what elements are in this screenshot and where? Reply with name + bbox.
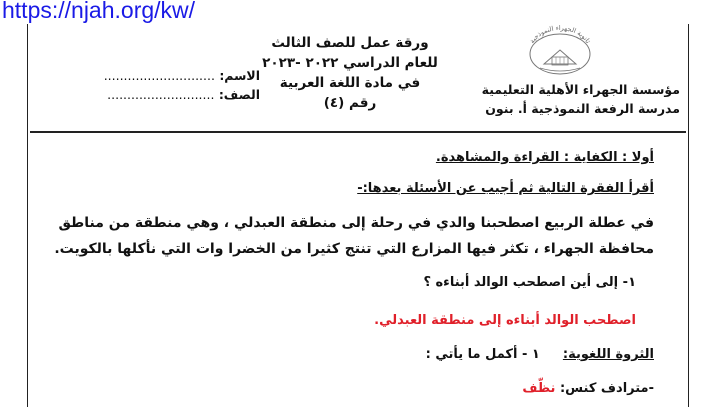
question-1: ١- إلى أين اصطحب الوالد أبناءه ؟ [423,275,636,290]
school-logo [522,24,598,76]
logo-arc-text: ثانوية الجهراء النموذجية [527,24,593,45]
lexicon-heading: الثروة اللغوية: [562,347,654,362]
name-field[interactable] [38,66,260,85]
synonym-label: -مترادف كنس: [559,381,654,396]
class-label: الصف: [218,87,260,102]
title-line-1: ورقة عمل للصف الثالث [271,35,429,51]
name-dots: ............................ [103,68,215,83]
title-line-4: رقم (٤) [323,95,377,111]
header-divider [30,131,686,133]
page-border-left [27,24,28,407]
synonym-row [522,381,654,396]
synonym-answer: نظّف [522,381,556,396]
instruction: أقرأ الفقرة التالية ثم أجيب عن الأسئلة بعدها:- [357,181,654,196]
page-border-right [688,24,689,407]
title-line-2: للعام الدراسي ٢٠٢٢ -٢٠٢٣ [262,55,438,71]
name-label: الاسم: [219,68,260,83]
lexicon-row [426,347,654,362]
institution-name: مؤسسة الجهراء الأهلية التعليمية [481,82,680,97]
answer-1: اصطحب الوالد أبناءه إلى منطقة العبدلي. [374,313,636,328]
class-field[interactable] [38,85,260,104]
section-heading: أولا : الكفاية : القراءة والمشاهدة. [435,150,654,165]
worksheet-title [250,33,450,113]
student-info [38,66,260,104]
title-line-3: في مادة اللغة العربية [279,75,421,91]
lexicon-task: ١ - أكمل ما يأتي : [425,347,540,362]
reading-paragraph: في عطلة الربيع اصطحبنا والدي في رحلة إلى منطقة العبدلي ، وهي منطقة من مناطق محافظة الجهراء ، تكثر فيها المزارع التي تنتج كثيرا من الخضرا وات التي نأكلها بالكويت. [54,215,654,257]
source-url-watermark[interactable]: https://njah.org/kw/ [2,0,196,23]
school-name: مدرسة الرفعة النموذجية أ. بنون [485,101,680,116]
institution-block [470,80,680,118]
class-dots: ........................... [107,87,215,102]
